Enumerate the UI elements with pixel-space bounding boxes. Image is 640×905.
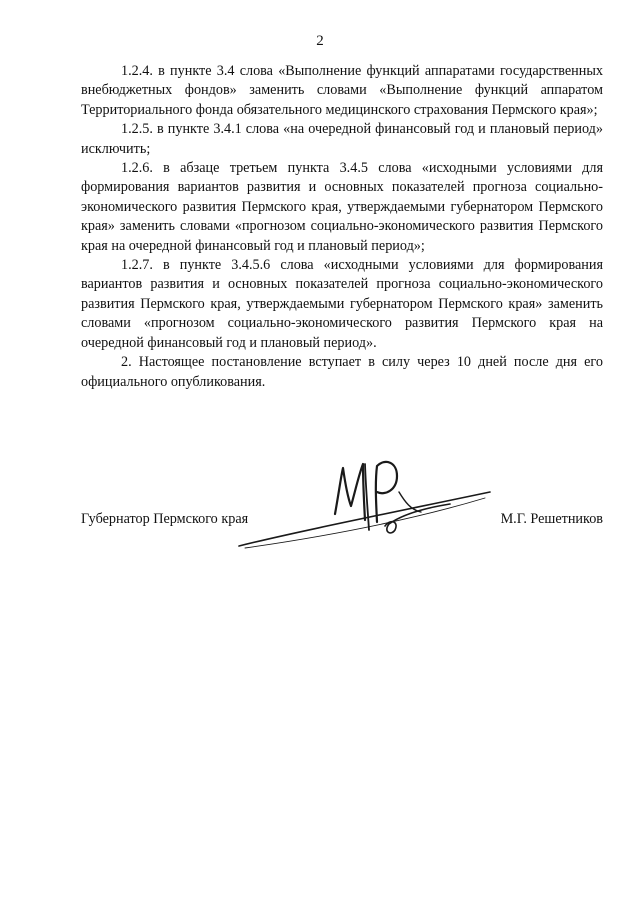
signatory-name: М.Г. Решетников [500,511,603,527]
document-body [81,62,603,392]
signatory-position: Губернатор Пермского края [81,511,249,527]
handwritten-signature [235,452,495,562]
paragraph-2: 2. Настоящее постановление вступает в силу через 10 дней после дня его официального опубликования. [81,354,603,390]
paragraph-1-2-4: 1.2.4. в пункте 3.4 слова «Выполнение функций аппаратами государственных внебюджетных фондов» заменить словами «Выполнение функций аппаратом Территориального фонда обязательного медицинского страхования Пермского края»; [81,63,603,118]
paragraph-1-2-5: 1.2.5. в пункте 3.4.1 слова «на очередной финансовый год и плановый период» исключить; [81,121,603,157]
paragraph-1-2-7: 1.2.7. в пункте 3.4.5.6 слова «исходными условиями для формирования вариантов развития и основных показателей прогноза социально-экономического развития Пермского края, утверждаемыми губернатором Пермского края» заменить словами «прогнозом социально-экономического развития Пермского края на очередной финансовый год и плановый период». [81,257,603,351]
page-number: 2 [316,33,324,49]
paragraph-1-2-6: 1.2.6. в абзаце третьем пункта 3.4.5 слова «исходными условиями для формирования вариантов развития и основных показателей прогноза социально-экономического развития Пермского края, утверждаемыми губернатором Пермского края» заменить словами «прогнозом социально-экономического развития Пермского края на очередной финансовый год и плановый период»; [81,160,603,254]
